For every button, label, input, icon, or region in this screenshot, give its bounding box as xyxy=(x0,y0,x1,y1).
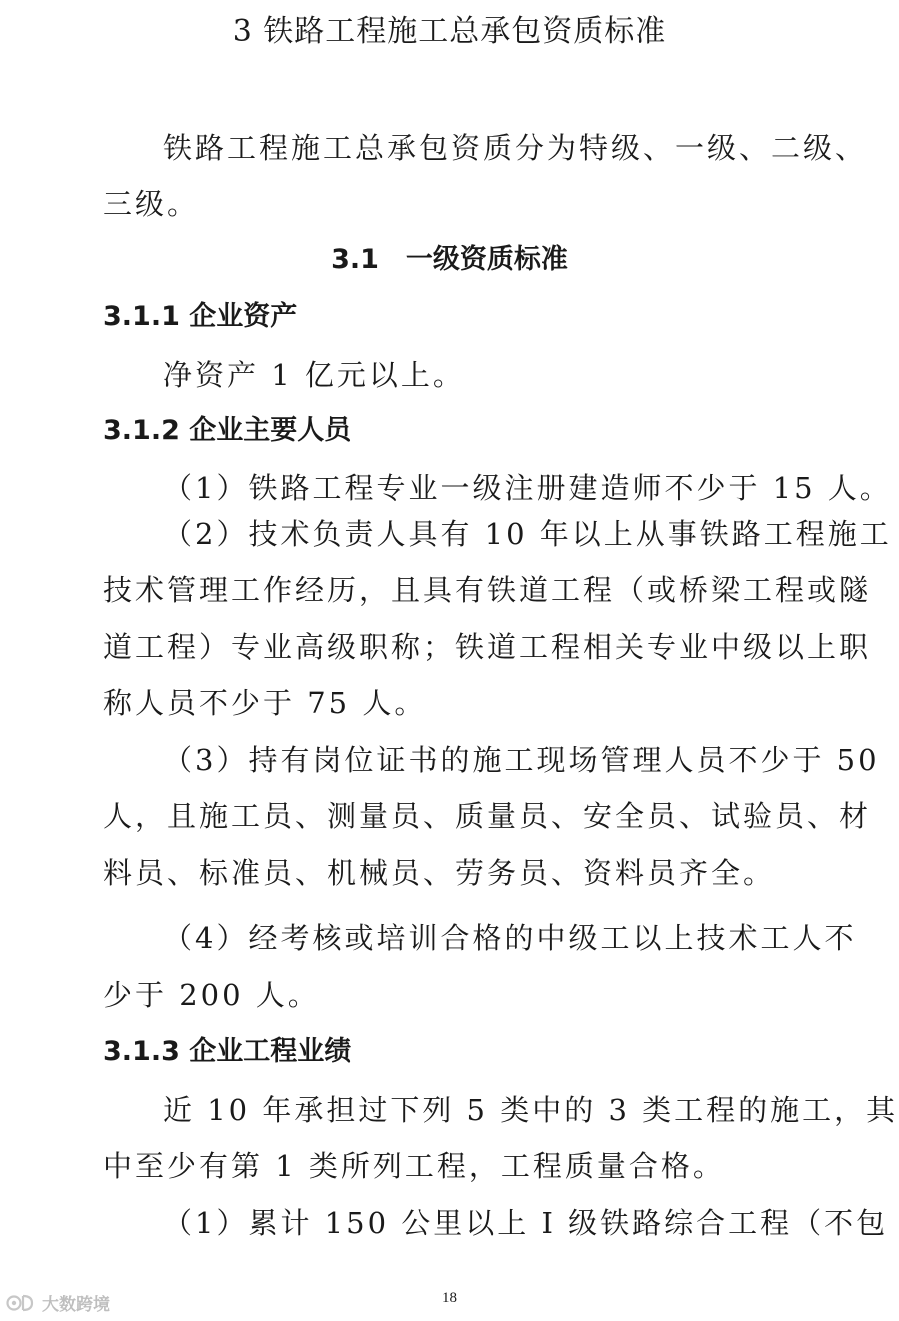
personnel-item-4-line-1: （4）经考核或培训合格的中级工以上技术工人不 xyxy=(163,921,857,955)
personnel-item-4-line-2: 少于 200 人。 xyxy=(103,978,320,1012)
paragraph-assets: 净资产 1 亿元以上。 xyxy=(163,358,465,392)
heading-3-1-1: 3.1.1 企业资产 xyxy=(103,301,298,332)
section-heading-3-1: 3.1 一级资质标准 xyxy=(331,244,568,275)
page-title: 3 铁路工程施工总承包资质标准 xyxy=(232,14,667,49)
page-number: 18 xyxy=(442,1290,457,1306)
watermark-text: 大数跨境 xyxy=(42,1295,110,1315)
personnel-item-2-line-3: 道工程）专业高级职称；铁道工程相关专业中级以上职 xyxy=(103,630,872,664)
heading-3-1-3: 3.1.3 企业工程业绩 xyxy=(103,1036,352,1067)
personnel-item-3-line-3: 料员、标准员、机械员、劳务员、资料员齐全。 xyxy=(103,856,776,890)
personnel-item-1: （1）铁路工程专业一级注册建造师不少于 15 人。 xyxy=(163,471,892,505)
personnel-item-2-line-2: 技术管理工作经历，且具有铁道工程（或桥梁工程或隧 xyxy=(103,573,872,607)
personnel-item-3-line-1: （3）持有岗位证书的施工现场管理人员不少于 50 xyxy=(163,743,880,777)
personnel-item-2-line-1: （2）技术负责人具有 10 年以上从事铁路工程施工 xyxy=(163,517,892,551)
personnel-item-3-line-2: 人，且施工员、测量员、质量员、安全员、试验员、材 xyxy=(103,799,872,833)
performance-line-2: 中至少有第 1 类所列工程，工程质量合格。 xyxy=(103,1149,725,1183)
personnel-item-2-line-4: 称人员不少于 75 人。 xyxy=(103,686,427,720)
intro-line-1: 铁路工程施工总承包资质分为特级、一级、二级、 xyxy=(163,131,868,165)
heading-3-1-2: 3.1.2 企业主要人员 xyxy=(103,415,352,446)
watermark xyxy=(6,1290,110,1315)
intro-line-2: 三级。 xyxy=(103,187,200,221)
performance-item-1-line-1: （1）累计 150 公里以上 I 级铁路综合工程（不包 xyxy=(163,1206,889,1240)
brand-logo-icon xyxy=(6,1292,38,1314)
performance-line-1: 近 10 年承担过下列 5 类中的 3 类工程的施工，其 xyxy=(163,1093,899,1127)
